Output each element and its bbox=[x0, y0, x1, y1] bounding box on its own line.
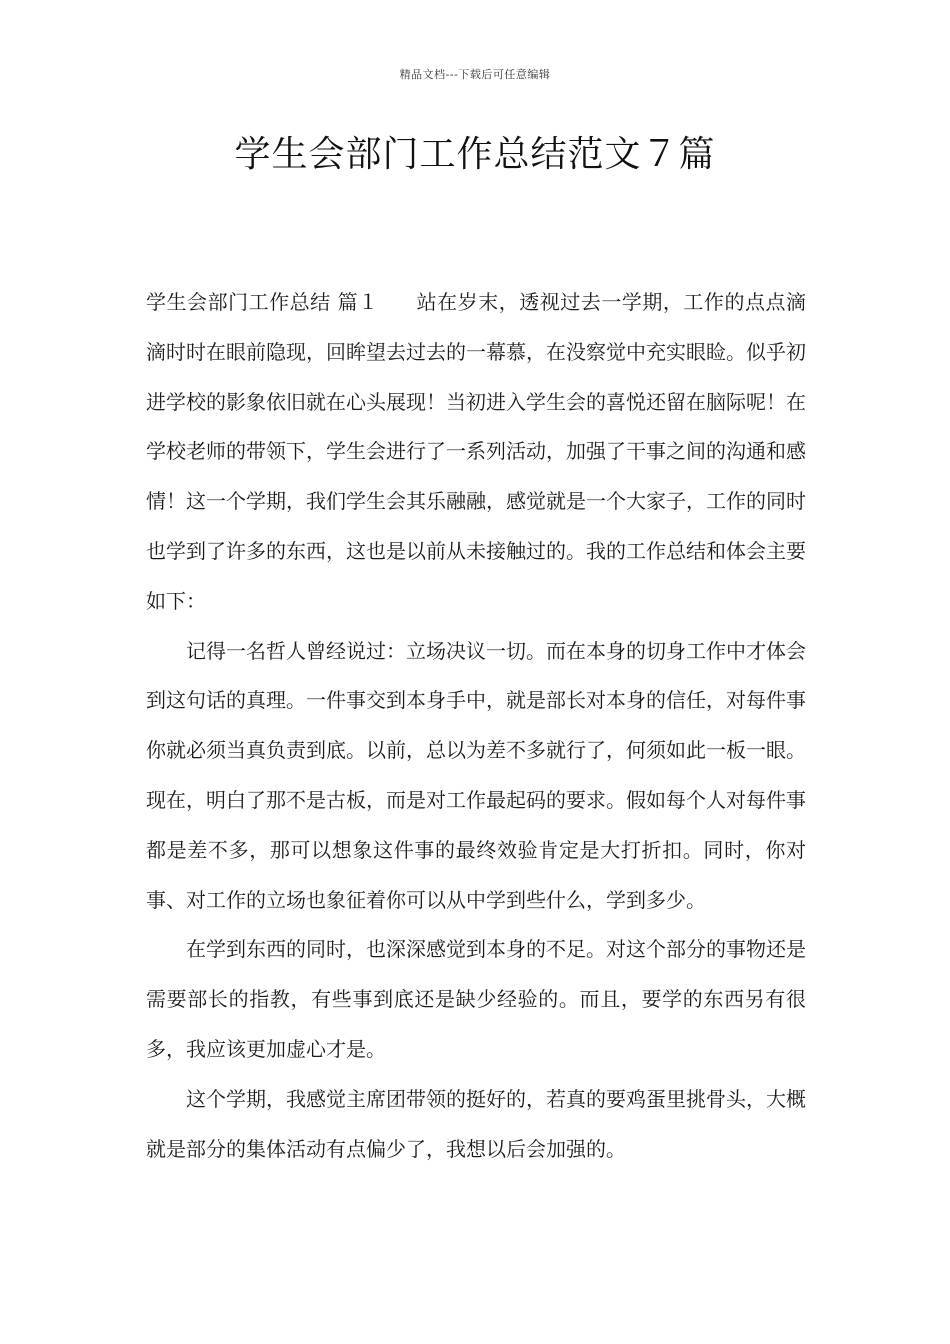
paragraph-2: 记得一名哲人曾经说过：立场决议一切。而在本身的切身工作中才体会到这句话的真理。一件事交到本身手中，就是部长对本身的信任，对每件事你就必须当真负责到底。以前，总以为差不多就行了，何须如此一板一眼。现在，明白了那不是古板，而是对工作最起码的要求。假如每个人对每件事都是差不多，那可以想象这件事的最终效验肯定是大打折扣。同时，你对事、对工作的立场也象征着你可以从中学到些什么，学到多少。 bbox=[146, 638, 806, 912]
paragraph-3: 在学到东西的同时，也深深感觉到本身的不足。对这个部分的事物还是需要部长的指教，有些事到底还是缺少经验的。而且，要学的东西另有很多，我应该更加虚心才是。 bbox=[146, 937, 806, 1061]
paragraph-1-text: 站在岁末，透视过去一学期，工作的点点滴滴时时在眼前隐现，回眸望去过去的一幕慕，在没察觉中充实眼睑。似乎初进学校的影象依旧就在心头展现！当初进入学生会的喜悦还留在脑际呢！在学校老师的带领下，学生会进行了一系列活动，加强了干事之间的沟通和感情！这一个学期，我们学生会其乐融融，感觉就是一个大家子，工作的同时也学到了许多的东西，这也是以前从未接触过的。我的工作总结和体会主要如下： bbox=[146, 290, 807, 613]
header-note: 精品文档---下载后可任意编辑 bbox=[399, 68, 551, 81]
paragraph-1 bbox=[146, 278, 806, 627]
document-body bbox=[146, 278, 806, 1174]
document-title: 学生会部门工作总结范文７篇 bbox=[234, 134, 716, 175]
paragraph-4: 这个学期，我感觉主席团带领的挺好的，若真的要鸡蛋里挑骨头，大概就是部分的集体活动有点偏少了，我想以后会加强的。 bbox=[146, 1086, 806, 1161]
section-heading: 学生会部门工作总结 篇１ bbox=[146, 290, 379, 314]
